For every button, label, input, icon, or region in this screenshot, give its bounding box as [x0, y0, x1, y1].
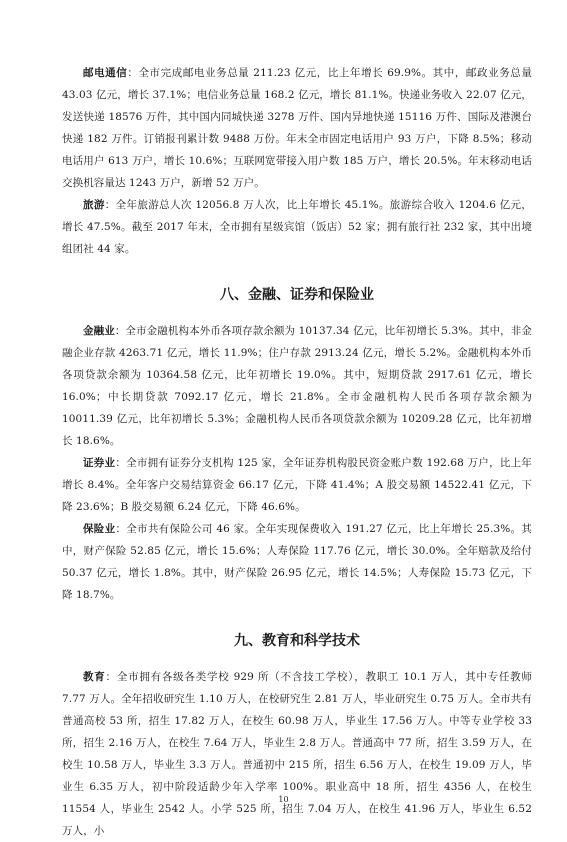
section-title-finance: 八、金融、证券和保险业	[220, 287, 374, 303]
paragraph-label: 保险业	[83, 523, 116, 535]
paragraph-text: ：全市共有保险公司 46 家。全年实现保费收入 191.27 亿元，比上年增长 25.3%。其中，财产保险 52.85 亿元，增长 15.6%；人寿保险 117.76 亿元，增长 30.0%。全年赔款及给付 50.37 亿元，增长 1.8%。其中，财产保险 26.95 亿元，增长 14.5%；人寿保险 15.73 亿元，下降 18.7%。	[62, 523, 532, 601]
paragraph-label: 证券业	[83, 457, 116, 469]
paragraph-securities	[62, 452, 532, 518]
paragraph-text: ：全市完成邮电业务总量 211.23 亿元，比上年增长 69.9%。其中，邮政业务总量 43.03 亿元，增长 37.1%；电信业务总量 168.2 亿元，增长 81.1%。快递业务收入 22.07 亿元，发送快递 18576 万件，其中国内同城快递 3278 万件、国内异地快递 15116 万件、国际及港澳台快递 182 万件。订销报刊累计数 9488 万份。年末全市固定电话用户 93 万户，下降 8.5%；移动电话用户 613 万户，增长 10.6%；互联网宽带接入用户数 185 万户，增长 20.5%。年末移动电话交换机容量达 1243 万户，新增 52 万户。	[62, 67, 532, 189]
paragraph-text: ：全市拥有各级各类学校 929 所（不含技工学校），教职工 10.1 万人，其中专任教师 7.77 万人。全年招收研究生 1.10 万人，在校研究生 2.81 万人，毕业研究生 0.75 万人。全市共有普通高校 53 所，招生 17.82 万人，在校生 60.98 万人，毕业生 17.56 万人。中等专业学校 33 所，招生 2.16 万人，在校生 7.64 万人，毕业生 2.8 万人。普通高中 77 所，招生 3.59 万人，在校生 10.58 万人，毕业生 3.3 万人。普通初中 215 所，招生 6.56 万人，在校生 19.09 万人，毕业生 6.35 万人，初中阶段适龄少年入学率 100%。职业高中 18 所，招生 4356 人，在校生 11554 人，毕业生 2542 人。小学 525 所，招生 7.04 万人，在校生 41.96 万人，毕业生 6.52 万人，小	[62, 671, 533, 837]
paragraph-education	[62, 666, 532, 842]
paragraph-tourism	[62, 194, 532, 260]
page-number: 10	[278, 795, 289, 804]
paragraph-text: ：全市金融机构本外币各项存款余额为 10137.34 亿元，比年初增长 5.3%。其中，非金融企业存款 4263.71 亿元，增长 11.9%；住户存款 2913.24 亿元，增长 5.2%。金融机构本外币各项贷款余额为 10364.58 亿元，比年初增长 19.0%。其中，短期贷款 2917.61 亿元，增长 16.0%；中长期贷款 7092.17 亿元，增长 21.8%。全市金融机构人民币各项存款余额为 10011.39 亿元，比年初增长 5.3%；金融机构人民币各项贷款余额为 10209.28 亿元，比年初增长 18.6%。	[62, 325, 532, 447]
paragraph-text: ：全年旅游总人次 12056.8 万人次，比上年增长 45.1%。旅游综合收入 1204.6 亿元，增长 47.5%。截至 2017 年末，全市拥有星级宾馆（饭店）52 家；拥有旅行社 232 家，其中出境组团社 44 家。	[62, 199, 533, 255]
paragraph-text: ：全市拥有证券分支机构 125 家，全年证券机构股民资金账户数 192.68 万户，比上年增长 8.4%。全年客户交易结算资金 66.17 亿元，下降 41.4%；A 股交易额 14522.41 亿元，下降 23.6%；B 股交易额 6.24 亿元，下降 46.6%。	[62, 457, 532, 513]
paragraph-insurance	[62, 518, 532, 606]
document-body	[62, 62, 532, 842]
section-title-education: 九、教育和科学技术	[234, 633, 360, 649]
paragraph-finance	[62, 320, 532, 452]
paragraph-label: 旅游	[83, 199, 105, 211]
paragraph-label: 教育	[83, 671, 106, 683]
paragraph-label: 金融业	[83, 325, 115, 337]
paragraph-post-telecom	[62, 62, 532, 194]
paragraph-label: 邮电通信	[83, 67, 128, 79]
